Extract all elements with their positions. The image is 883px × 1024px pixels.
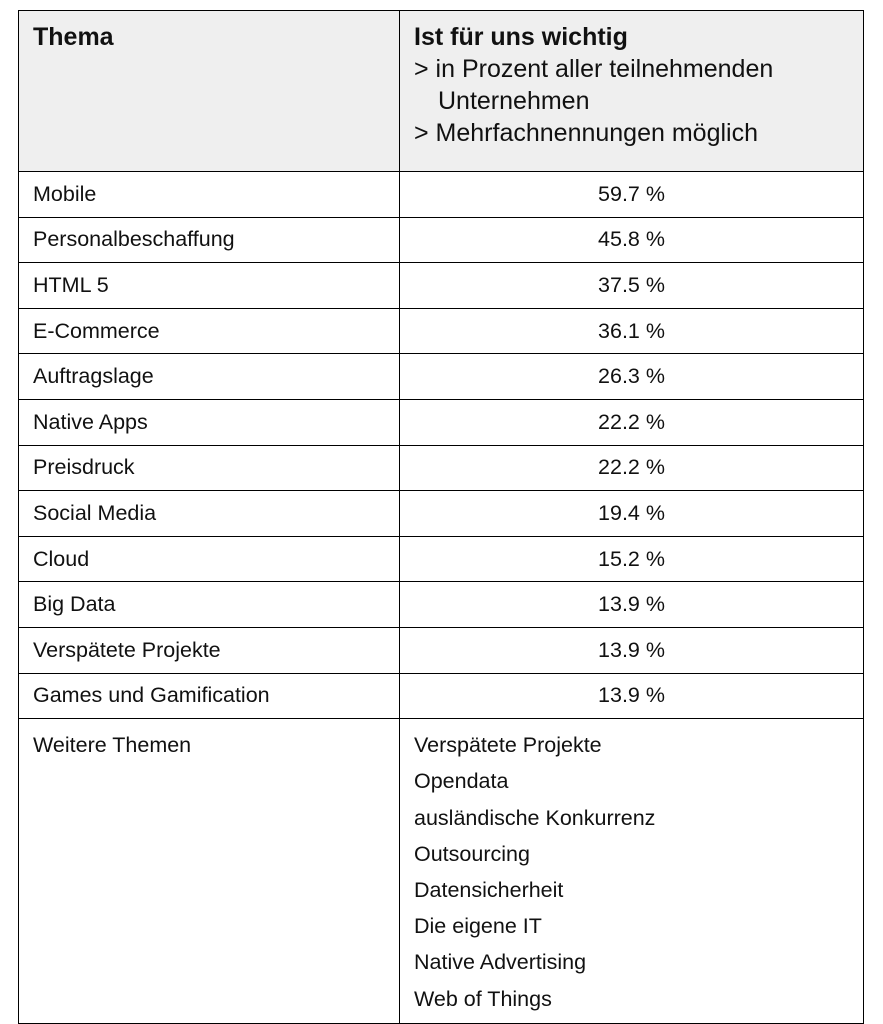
topic-cell: Native Apps [19,399,400,445]
list-item: Web of Things [414,986,552,1011]
value-cell: 19.4 % [400,491,864,537]
header-note-multiple: > Mehrfachnennungen möglich [414,119,758,147]
table-row [19,536,864,582]
table-row [19,354,864,400]
list-item: Opendata [414,769,509,794]
topic-cell: E-Commerce [19,308,400,354]
list-item: Verspätete Projekte [414,733,602,758]
topic-cell: Games und Gamification [19,673,400,719]
list-item: Native Advertising [414,950,587,975]
topic-cell: Preisdruck [19,445,400,491]
value-cell: 15.2 % [400,536,864,582]
other-topics-list [400,719,864,1024]
table-row [19,491,864,537]
value-cell: 26.3 % [400,354,864,400]
header-importance [400,11,864,172]
table-row [19,673,864,719]
value-cell: 36.1 % [400,308,864,354]
table-row [19,308,864,354]
other-topics-row [19,719,864,1024]
value-cell: 13.9 % [400,673,864,719]
value-cell: 37.5 % [400,263,864,309]
table-header-row [19,11,864,172]
table-row [19,399,864,445]
topic-cell: Social Media [19,491,400,537]
survey-table [18,10,864,1024]
value-cell: 59.7 % [400,172,864,218]
other-topics-label: Weitere Themen [19,719,400,1024]
value-cell: 22.2 % [400,445,864,491]
list-item: Datensicherheit [414,877,564,902]
topic-cell: Verspätete Projekte [19,627,400,673]
topic-cell: Mobile [19,172,400,218]
table-row [19,172,864,218]
table-row [19,263,864,309]
table-row [19,582,864,628]
topic-cell: Auftragslage [19,354,400,400]
header-topic: Thema [19,11,400,172]
header-note-percent: > in Prozent aller teilnehmenden [414,55,774,83]
value-cell: 13.9 % [400,627,864,673]
topic-cell: HTML 5 [19,263,400,309]
topic-cell: Personalbeschaffung [19,217,400,263]
table-row [19,217,864,263]
table-row [19,627,864,673]
value-cell: 22.2 % [400,399,864,445]
list-item: Outsourcing [414,841,530,866]
list-item: ausländische Konkurrenz [414,805,656,830]
value-cell: 45.8 % [400,217,864,263]
table-row [19,445,864,491]
value-cell: 13.9 % [400,582,864,628]
header-note-companies: Unternehmen [438,87,590,115]
header-importance-title: Ist für uns wichtig [414,23,628,51]
list-item: Die eigene IT [414,914,542,939]
topic-cell: Cloud [19,536,400,582]
topic-cell: Big Data [19,582,400,628]
